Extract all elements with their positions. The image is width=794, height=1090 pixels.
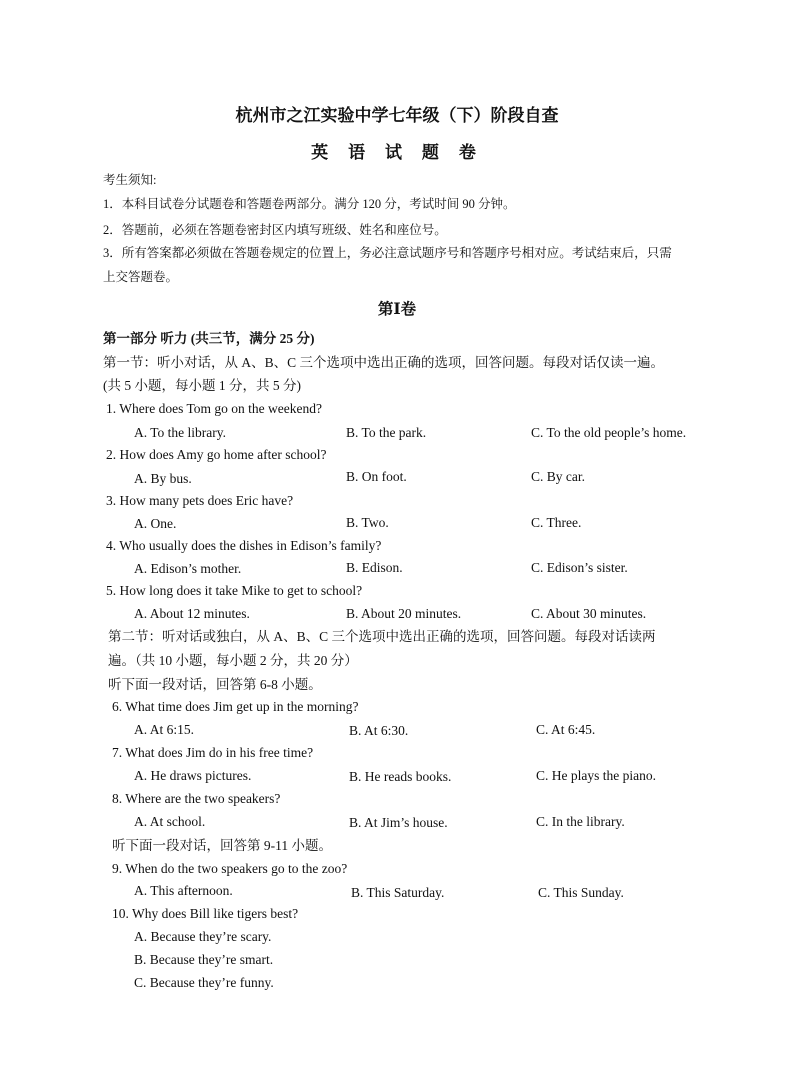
q7-option-a: A. He draws pictures. [134, 768, 252, 783]
question-3: 3. How many pets does Eric have? [106, 493, 294, 508]
section1-scoring: (共 5 小题，每小题 1 分，共 5 分) [103, 378, 301, 393]
notice-item-3: 3．所有答案都必须做在答题卷规定的位置上，务必注意试题序号和答题序号相对应。考试结束后，只需 [103, 246, 672, 260]
notice-item-3-cont: 上交答题卷。 [103, 270, 179, 284]
q1-option-b: B. To the park. [346, 425, 427, 440]
q9-option-a: A. This afternoon. [134, 883, 233, 898]
q8-option-a: A. At school. [134, 814, 206, 829]
q10-option-a: A. Because they’re scary. [134, 929, 272, 944]
q4-option-b: B. Edison. [346, 560, 403, 575]
dialogue-1-instructions: 听下面一段对话，回答第 6-8 小题。 [108, 677, 322, 692]
question-4: 4. Who usually does the dishes in Edison’s family? [106, 538, 382, 553]
question-8: 8. Where are the two speakers? [112, 791, 281, 806]
question-5: 5. How long does it take Mike to get to school? [106, 583, 363, 598]
q3-option-c: C. Three. [531, 515, 582, 530]
q6-option-c: C. At 6:45. [536, 722, 596, 737]
q4-option-a: A. Edison’s mother. [134, 561, 242, 576]
q10-option-b: B. Because they’re smart. [134, 952, 274, 967]
q7-option-b: B. He reads books. [349, 769, 452, 784]
question-10: 10. Why does Bill like tigers best? [112, 906, 299, 921]
q8-option-b: B. At Jim’s house. [349, 815, 448, 830]
q6-option-a: A. At 6:15. [134, 722, 195, 737]
section2-scoring: 遍。（共 10 小题，每小题 2 分，共 20 分） [108, 653, 358, 668]
dialogue-2-instructions: 听下面一段对话，回答第 9-11 小题。 [112, 838, 332, 853]
page-title: 杭州市之江实验中学七年级（下）阶段自查 [235, 106, 559, 126]
question-6: 6. What time does Jim get up in the morning? [112, 699, 359, 714]
q2-option-a: A. By bus. [134, 471, 192, 486]
part1-heading: 第一部分 听力 (共三节，满分 25 分) [103, 331, 315, 346]
q2-option-b: B. On foot. [346, 469, 407, 484]
q9-option-b: B. This Saturday. [351, 885, 445, 900]
section1-instructions: 第一节：听小对话，从 A、B、C 三个选项中选出正确的选项，回答问题。每段对话仅读一遍。 [103, 355, 665, 370]
question-1: 1. Where does Tom go on the weekend? [106, 401, 322, 416]
q4-option-c: C. Edison’s sister. [531, 560, 628, 575]
q5-option-b: B. About 20 minutes. [346, 606, 462, 621]
q8-option-c: C. In the library. [536, 814, 625, 829]
q3-option-b: B. Two. [346, 515, 389, 530]
q7-option-c: C. He plays the piano. [536, 768, 656, 783]
notice-item-1: 1．本科目试卷分试题卷和答题卷两部分。满分 120 分，考试时间 90 分钟。 [103, 197, 516, 211]
question-7: 7. What does Jim do in his free time? [112, 745, 314, 760]
q2-option-c: C. By car. [531, 469, 585, 484]
q9-option-c: C. This Sunday. [538, 885, 624, 900]
notice-heading: 考生须知: [103, 173, 157, 187]
q10-option-c: C. Because they’re funny. [134, 975, 274, 990]
q5-option-a: A. About 12 minutes. [134, 606, 250, 621]
q1-option-c: C. To the old people’s home. [531, 425, 687, 440]
question-9: 9. When do the two speakers go to the zoo? [112, 861, 348, 876]
paper-subtitle: 英 语 试 题 卷 [311, 143, 483, 163]
q3-option-a: A. One. [134, 516, 177, 531]
question-2: 2. How does Amy go home after school? [106, 447, 327, 462]
notice-item-2: 2．答题前，必须在答题卷密封区内填写班级、姓名和座位号。 [103, 223, 447, 237]
q1-option-a: A. To the library. [134, 425, 227, 440]
section2-instructions: 第二节：听对话或独白，从 A、B、C 三个选项中选出正确的选项，回答问题。每段对话读两 [108, 629, 656, 644]
volume-heading: 第Ⅰ卷 [377, 301, 417, 318]
q6-option-b: B. At 6:30. [349, 723, 409, 738]
q5-option-c: C. About 30 minutes. [531, 606, 647, 621]
